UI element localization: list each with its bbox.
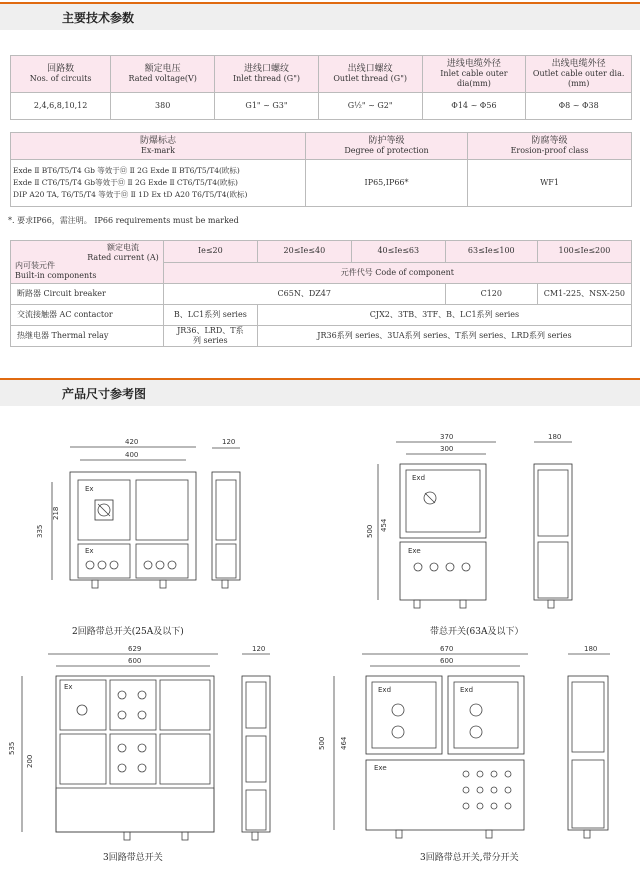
dim-height: 535 bbox=[8, 741, 16, 755]
dim-height-inner: 218 bbox=[52, 506, 60, 520]
caption-drawing-1: 2回路带总开关(25A及以下) bbox=[72, 627, 184, 637]
cell-inlet-thread: G1" ~ G3" bbox=[215, 93, 319, 120]
caption-drawing-2: 带总开关(63A及以下） bbox=[430, 627, 524, 637]
dim-width-outer: 629 bbox=[128, 645, 142, 653]
drawing-label: Exe bbox=[374, 764, 387, 772]
builtin-en: Built-in components bbox=[15, 271, 97, 280]
cell-voltage: 380 bbox=[111, 93, 215, 120]
cell-protection: IP65,IP66* bbox=[306, 160, 468, 207]
current-range: 100≤Ie≤200 bbox=[537, 241, 631, 263]
drawing-label: Ex bbox=[85, 485, 94, 493]
cell-exmarks bbox=[11, 160, 306, 207]
caption-drawing-4: 3回路带总开关,带分开关 bbox=[420, 853, 519, 863]
current-range: Ie≤20 bbox=[163, 241, 257, 263]
drawing-label: Exd bbox=[460, 686, 474, 694]
drawing-label: Ex bbox=[64, 683, 73, 691]
code-of-component: 元件代号 Code of component bbox=[163, 262, 631, 284]
drawing-label: Exd bbox=[412, 474, 426, 482]
rated-current-en: Rated current (A) bbox=[87, 253, 159, 262]
header-corner bbox=[11, 241, 164, 284]
caption-drawing-3: 3回路带总开关 bbox=[103, 853, 163, 863]
dim-width-inner: 300 bbox=[440, 445, 454, 453]
dim-height: 335 bbox=[36, 524, 44, 538]
table-cell: B、LC1系列 series bbox=[163, 305, 257, 326]
drawing-label: Exd bbox=[378, 686, 392, 694]
table-cell: C120 bbox=[445, 284, 537, 305]
drawing-label: Exe bbox=[408, 547, 421, 555]
cell-erosion: WF1 bbox=[468, 160, 632, 207]
dimension-drawings bbox=[0, 420, 640, 870]
dim-depth: 120 bbox=[252, 645, 266, 653]
current-range: 20≤Ie≤40 bbox=[257, 241, 351, 263]
dim-width-inner: 600 bbox=[440, 657, 454, 665]
row-label: 交流接触器 AC contactor bbox=[11, 305, 164, 326]
table-cell: C65N、DZ47 bbox=[163, 284, 445, 305]
cell-inlet-cable: Φ14 ~ Φ56 bbox=[422, 93, 526, 120]
dim-height-inner: 454 bbox=[380, 518, 388, 532]
section-header-dimensions bbox=[0, 378, 640, 406]
section-header-specs bbox=[0, 2, 640, 30]
header-outlet-cable: 出线电缆外径 Outlet cable outer dia.(mm) bbox=[526, 56, 632, 93]
table-row bbox=[11, 93, 632, 120]
cell-outlet-cable: Φ8 ~ Φ38 bbox=[526, 93, 632, 120]
header-erosion: 防腐等级 Erosion-proof class bbox=[468, 133, 632, 160]
table-row bbox=[11, 284, 632, 305]
dim-width-outer: 370 bbox=[440, 433, 454, 441]
section-title: 主要技术参数 bbox=[62, 11, 135, 25]
drawing-label: Ex bbox=[85, 547, 94, 555]
specs-table bbox=[10, 55, 632, 120]
table-row bbox=[11, 305, 632, 326]
dim-width-inner: 400 bbox=[125, 451, 139, 459]
table-cell: JR36、LRD、T系列 series bbox=[163, 326, 257, 347]
dim-depth: 180 bbox=[548, 433, 562, 441]
dim-height-inner: 200 bbox=[26, 754, 34, 768]
dim-height: 500 bbox=[318, 736, 326, 750]
table-cell: CJX2、3TB、3TF、B、LC1系列 series bbox=[257, 305, 631, 326]
header-exmark: 防爆标志 Ex-mark bbox=[11, 133, 306, 160]
cell-circuits: 2,4,6,8,10,12 bbox=[11, 93, 111, 120]
header-circuits: 回路数 Nos. of circuits bbox=[11, 56, 111, 93]
exmark-line: DIP A20 TA, T6/T5/T4 等效于㉤ Ⅱ 1D Ex tD A20 T6/T5/T4(欧标) bbox=[13, 190, 248, 199]
drawing-3-circuit bbox=[8, 645, 270, 840]
section-title: 产品尺寸参考图 bbox=[62, 387, 147, 401]
rated-current-cn: 额定电流 bbox=[106, 243, 139, 252]
drawing-with-main-switch bbox=[366, 433, 572, 608]
current-range: 40≤Ie≤63 bbox=[351, 241, 445, 263]
table-row bbox=[11, 160, 632, 207]
header-inlet-cable: 进线电缆外径 Inlet cable outer dia(mm) bbox=[422, 56, 526, 93]
exmark-line: Exde Ⅱ CT6/T5/T4 Gb等效于㉤ Ⅱ 2G Exde Ⅱ CT6/T5/T4(欧标) bbox=[13, 178, 238, 187]
row-label: 断路器 Circuit breaker bbox=[11, 284, 164, 305]
builtin-cn: 内可装元件 bbox=[15, 261, 55, 270]
dim-depth: 180 bbox=[584, 645, 598, 653]
dim-height: 500 bbox=[366, 524, 374, 538]
cell-outlet-thread: G½" ~ G2" bbox=[318, 93, 422, 120]
header-protection: 防护等级 Degree of protection bbox=[306, 133, 468, 160]
dim-height-inner: 464 bbox=[340, 736, 348, 750]
components-table bbox=[10, 240, 632, 347]
dim-depth: 120 bbox=[222, 438, 236, 446]
dim-width-outer: 420 bbox=[125, 438, 139, 446]
exmark-table bbox=[10, 132, 632, 207]
header-voltage: 额定电压 Rated voltage(V) bbox=[111, 56, 215, 93]
header-outlet-thread: 出线口螺纹 Outlet thread (G") bbox=[318, 56, 422, 93]
current-range: 63≤Ie≤100 bbox=[445, 241, 537, 263]
table-cell: CM1-225、NSX-250 bbox=[537, 284, 631, 305]
table-cell: JR36系列 series、3UA系列 series、T系列 series、LRD系列 series bbox=[257, 326, 631, 347]
ip66-note: *. 要求IP66，需注明。 IP66 requirements must be marked bbox=[8, 216, 239, 225]
dim-width-outer: 670 bbox=[440, 645, 454, 653]
row-label: 热继电器 Thermal relay bbox=[11, 326, 164, 347]
table-row bbox=[11, 326, 632, 347]
exmark-line: Exde Ⅱ BT6/T5/T4 Gb 等效于㉤ Ⅱ 2G Exde Ⅱ BT6/T5/T4(欧标) bbox=[13, 166, 240, 175]
header-inlet-thread: 进线口螺纹 Inlet thread (G") bbox=[215, 56, 319, 93]
dim-width-inner: 600 bbox=[128, 657, 142, 665]
drawing-3-circuit-branch bbox=[318, 645, 610, 838]
table-header-row bbox=[11, 56, 632, 93]
drawing-2-circuit bbox=[36, 438, 240, 588]
